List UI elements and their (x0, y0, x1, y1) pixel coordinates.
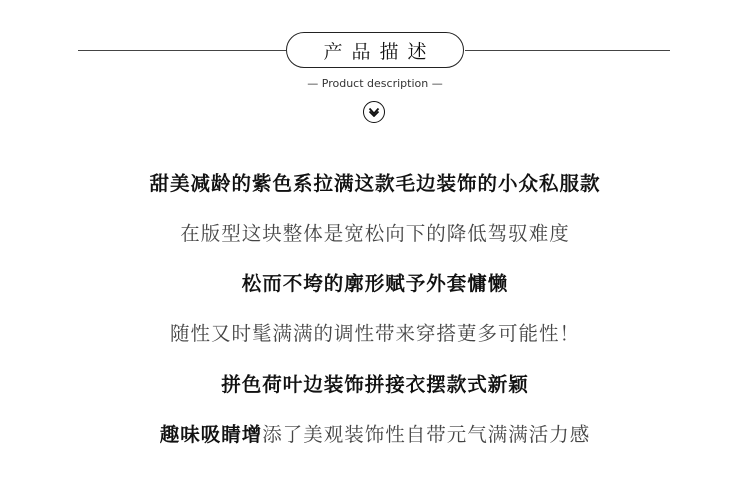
header-divider-left (78, 50, 286, 51)
section-title: 产品描述 (286, 32, 464, 68)
section-subtitle: — Product description — (307, 77, 443, 90)
description-line-6-emphasis: 趣味吸睛增 (159, 423, 263, 446)
chevron-down-circle-icon (363, 101, 385, 123)
description-line-4: 随性又时髦满满的调性带来穿搭莄多可能性！ (169, 322, 580, 345)
description-line-6-rest: 添了美观装饰性自带元气满满活力感 (262, 423, 591, 446)
description-line-3: 松而不垮的廓形赋予外套慵懒 (241, 272, 509, 295)
description-line-1: 甜美减龄的紫色系拉满这款毛边装饰的小众私服款 (149, 172, 601, 195)
header-divider-right (465, 50, 670, 51)
description-line-2: 在版型这块整体是宽松向下的降低驾驭难度 (180, 222, 570, 245)
description-line-5: 拼色荷叶边装饰拼接衣摆款式新颖 (221, 373, 529, 396)
description-line-6 (0, 419, 750, 447)
